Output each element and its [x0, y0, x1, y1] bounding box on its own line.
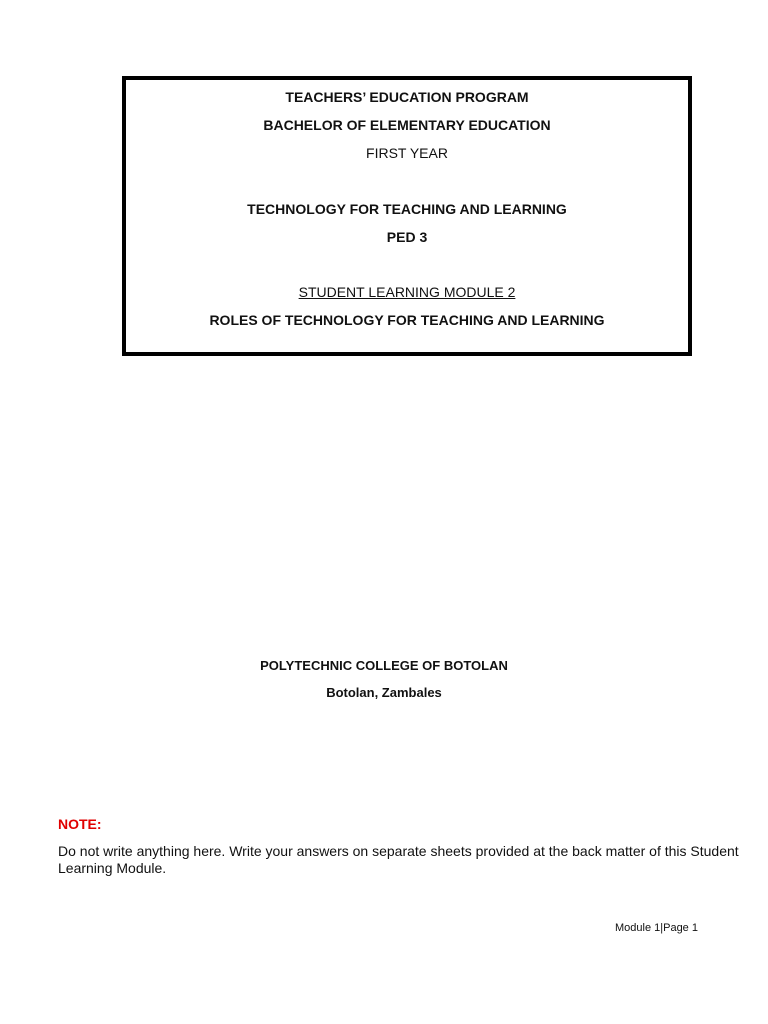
- note-text: Do not write anything here. Write your answers on separate sheets provided at the back matter of this Student Learning Module.: [58, 843, 739, 876]
- course-heading: TECHNOLOGY FOR TEACHING AND LEARNING: [247, 201, 567, 217]
- module-number: STUDENT LEARNING MODULE 2: [298, 284, 516, 300]
- note-label: NOTE:: [58, 816, 102, 832]
- year-heading: FIRST YEAR: [366, 145, 448, 161]
- program-heading: TEACHERS’ EDUCATION PROGRAM: [285, 89, 529, 105]
- institution-name: POLYTECHNIC COLLEGE OF BOTOLAN: [260, 658, 508, 673]
- institution-location: Botolan, Zambales: [326, 685, 442, 700]
- title-box: [122, 76, 692, 356]
- degree-heading: BACHELOR OF ELEMENTARY EDUCATION: [263, 117, 551, 133]
- course-code: PED 3: [386, 229, 428, 245]
- page-footer: Module 1|Page 1: [615, 922, 698, 934]
- module-title: ROLES OF TECHNOLOGY FOR TEACHING AND LEARNING: [209, 312, 605, 328]
